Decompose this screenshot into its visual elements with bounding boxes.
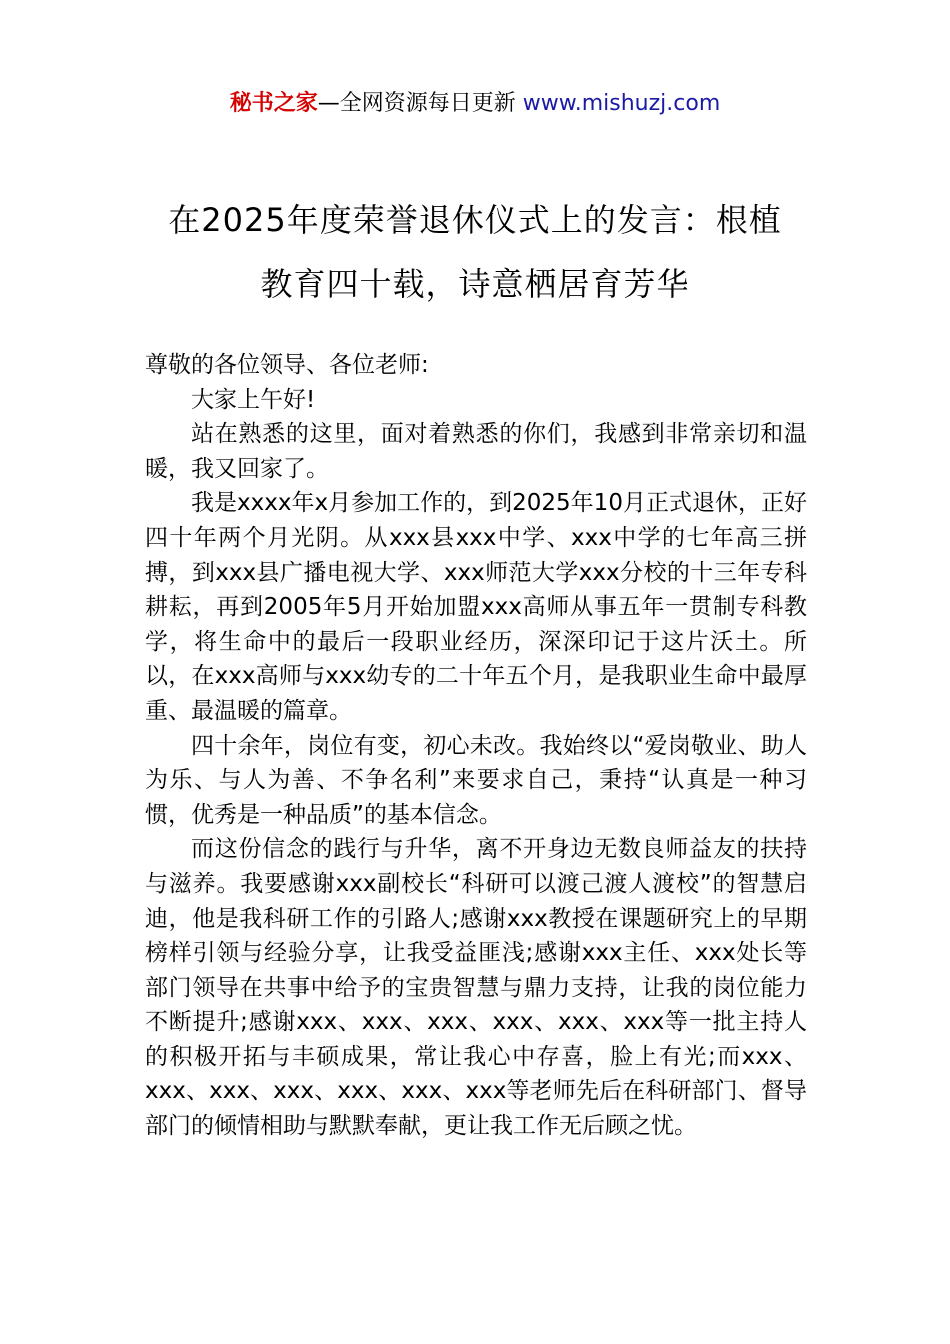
site-header <box>0 88 950 120</box>
paragraph-4: 而这份信念的践行与升华，离不开身边无数良师益友的扶持与滋养。我要感谢xxx副校长“科研可以渡己渡人渡校”的智慧启迪，他是我科研工作的引路人;感谢xxx教授在课题研究上的早期榜样引领与经验分享，让我受益匪浅;感谢xxx主任、xxx处长等部门领导在共事中给予的宝贵智慧与鼎力支持，让我的岗位能力不断提升;感谢xxx、xxx、xxx、xxx、xxx、xxx等一批主持人的积极开拓与丰硕成果，常让我心中存喜，脸上有光;而xxx、xxx、xxx、xxx、xxx、xxx、xxx等老师先后在科研部门、督导部门的倾情相助与默默奉献，更让我工作无后顾之忧。 <box>145 836 807 1140</box>
site-brand: 秘书之家 <box>229 91 318 116</box>
paragraph-1: 站在熟悉的这里，面对着熟悉的你们，我感到非常亲切和温暖，我又回家了。 <box>145 421 807 482</box>
document-title <box>120 188 830 316</box>
title-line-2: 教育四十载，诗意栖居育芳华 <box>260 265 690 303</box>
paragraph-3: 四十余年，岗位有变，初心未改。我始终以“爱岗敬业、助人为乐、与人为善、不争名利”来要求自己，秉持“认真是一种习惯，优秀是一种品质”的基本信念。 <box>145 732 807 828</box>
site-slogan: —全网资源每日更新 <box>317 91 523 116</box>
paragraph-2: 我是xxxx年x月参加工作的，到2025年10月正式退休，正好四十年两个月光阴。从xxx县xxx中学、xxx中学的七年高三拼搏，到xxx县广播电视大学、xxx师范大学xxx分校的十三年专科耕耘，再到2005年5月开始加盟xxx高师从事五年一贯制专科教学，将生命中的最后一段职业经历，深深印记于这片沃土。所以，在xxx高师与xxx幼专的二十年五个月，是我职业生命中最厚重、最温暖的篇章。 <box>145 490 807 724</box>
site-url-link[interactable]: www.mishuzj.com <box>522 91 721 116</box>
title-line-1: 在2025年度荣誉退休仪式上的发言：根植 <box>168 201 782 239</box>
paragraph-greeting: 大家上午好! <box>191 386 316 413</box>
salutation: 尊敬的各位领导、各位老师: <box>145 352 429 378</box>
document-body <box>145 348 807 1144</box>
